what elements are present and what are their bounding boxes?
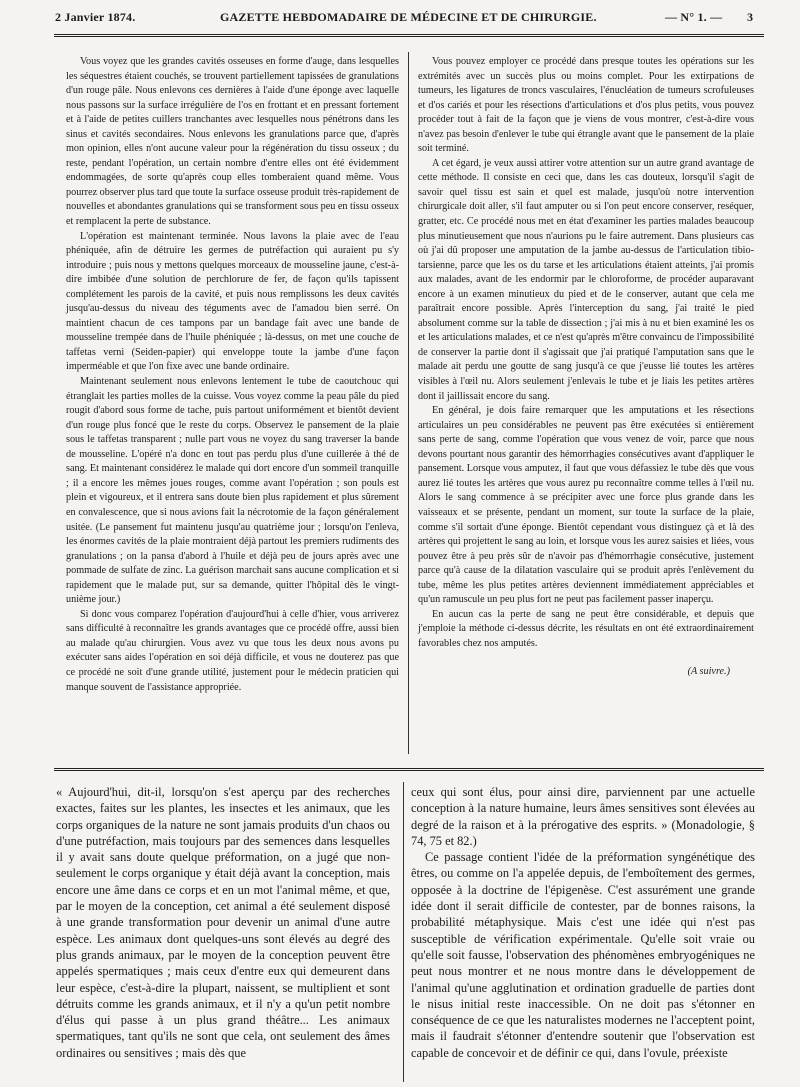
paragraph: Vous voyez que les grandes cavités osseuses en forme d'auge, dans lesquelles les séquestres étaient couchés, se trouvent partiellement tapissées de granulations d'un rouge pâle. Nous enlevons ces dernières à l'aide d'une éponge avec laquelle nous passons sur la surface irrégulière de l'os en frottant et en pressant fortement et à l'aide de petites cuillers tranchantes avec lesquelles nous pénétrons dans les sinus et cavités secondaires. Nous enlevons les granulations parce que, d'après mon opinion, elles n'ont aucune valeur pour la régénération du tissu osseux ; du reste, pendant l'opération, un certain nombre d'entre elles ont été évidemment endommagées, de sorte qu'après coup elles tomberaient quand même. Vous pourrez observer plus tard que toute la surface osseuse produit très-rapidement de nouvelles et abondantes granulations qui se transforment sous peu en tissu osseux et remplacent la perte de substance.: [66, 56, 400, 228]
running-header: [55, 6, 755, 28]
header-rule: [54, 34, 764, 37]
paragraph: A cet égard, je veux aussi attirer votre attention sur un autre grand avantage de cette méthode. Il consiste en ceci que, dans les cas douteux, lorsqu'il s'agit de savoir quel tissu est sain et quel est malade, jusqu'où notre intervention chirurgicale doit aller, s'il faut amputer ou si l'on peut encore conserver, reséquer, gratter, etc. Ce procédé nous met en état d'examiner les parties malades beaucoup plus minutieusement que nous n'aurions pu le faire autrement. Dans plusieurs cas où j'ai dû proposer une amputation de la jambe au-dessus de l'articulation tibio-tarsienne, parce que les os du tarse et les articulations étaient atteints, j'ai promis aux malades, avant de les endormir par le chloroforme, de procéder auparavant encore à un examen minutieux du pied et de le conserver, autant que cela me paraîtrait encore possible. Après l'interception du sang, j'ai traité le pied absolument comme sur la table de dissection ; j'ai mis à nu et bien examiné les os et les articulations malades, et ce n'est qu'après m'être convaincu de l'impossibilité de conserver la partie dont il s'agissait que j'ai pratiqué l'amputation sans que le malade ait perdu une goutte de sang jusqu'à ce que j'eusse lié toutes les artères visibles à l'œil nu. Alors seulement j'enlevais le tube et je liais les petites artères dont il jaillissait encore du sang.: [418, 157, 754, 402]
paragraph: En aucun cas la perte de sang ne peut être considérable, et depuis que j'emploie la méthode ci-dessus décrite, les résultats en ont été extraordinairement favorables chez nos amputés.: [418, 608, 754, 649]
paragraph: Si donc vous comparez l'opération d'aujourd'hui à celle d'hier, vous arriverez sans difficulté à reconnaître les grands avantages que ce procédé offre, aussi bien au malade qu'au chirurgien. Vous avez vu que tous les deux nous avons pu exécuter sans aides l'opération en soi déjà difficile, et vous ne douterez pas que ce procédé ne soit d'une grande utilité, justement pour le médecin praticien qui manque souvent de l'assistance appropriée.: [66, 608, 399, 693]
to-be-continued: (A suivre.): [687, 666, 730, 678]
paragraph: Vous pouvez employer ce procédé dans presque toutes les opérations sur les extrémités avec un succès plus ou moins complet. Pour les extirpations de tumeurs, les ligatures de troncs vasculaires, l'énucléation de tumeurs scrofuleuses et d'os cariés et pour les résections d'articulations et d'os plus petits, vous pouvez procéder tout à fait de la façon que je viens de vous montrer, c'est-à-dire vous n'avez pas besoin d'enlever le tube qui étrangle avant que le pansement de la plaie soit terminé.: [418, 56, 754, 155]
upper-right-column: [418, 55, 754, 680]
issue-number: — N° 1. —: [665, 10, 723, 24]
issue-date: 2 Janvier 1874.: [55, 10, 136, 24]
journal-title: GAZETTE HEBDOMADAIRE DE MÉDECINE ET DE CHIRURGIE.: [220, 10, 597, 24]
column-divider-upper: [408, 52, 409, 754]
paragraph: L'opération est maintenant terminée. Nous lavons la plaie avec de l'eau phéniquée, afin de détruire les germes de putréfaction qui auraient pu s'y introduire ; puis nous y mettons quelques morceaux de mousseline jaune, c'est-à-dire imbibée d'une solution de perchlorure de fer, de façon qu'ils tapissent complétement les parois de la cavité, et puis nous remplissons les deux cavités jusqu'au-dessus du niveau des téguments avec de l'amadou bien serré. On maintient chacun de ces tampons par un bandage fait avec une bande de mousseline trempée dans de l'huile phéniquée ; là-dessus, on met une couche de taffetas verni (Seiden-papier) qui enveloppe toute la jambe d'une façon imperméable et que l'on fixe avec une bande ordinaire.: [66, 230, 399, 373]
section-separator: [54, 768, 764, 771]
lower-right-column: [411, 784, 755, 1061]
paragraph: Ce passage contient l'idée de la préformation syngénétique des êtres, ou comme on l'a appelée depuis, de l'emboîtement des germes, opposée à la doctrine de l'épigenèse. C'est assurément une grande idée dont il serait difficile de contester, par de bonnes raisons, la probabilité métaphysique. Mais c'est une idée qui n'est pas susceptible de vérification expérimentale. Qu'elle soit vraie ou qu'elle soit fausse, l'observation des phénomènes embryogéniques ne peut nous montrer et ne nous montre dans le développement de l'animal qu'une agglutination et ordination graduelle de parties dont le nisus initial reste inaccessible. On ne doit pas s'étonner en conséquence de ce que les naturalistes modernes ne l'acceptent point, mais il faudrait s'étonner d'entendre soutenir que l'observation est capable de concevoir et de définir ce qui, dans l'ovule, préexiste: [411, 850, 755, 1060]
paragraph: « Aujourd'hui, dit-il, lorsqu'on s'est aperçu par des recherches exactes, faites sur les plantes, les insectes et les animaux, que les corps organiques de la nature ne sont jamais produits d'un chaos ou d'une putréfaction, mais toujours par des semences dans lesquelles il y avait sans doute quelque préformation, on a jugé que non-seulement le corps organique y était déjà avant la conception, mais encore une âme dans ce corps et en un mot l'animal même, et que, par le moyen de la conception, cet animal a été seulement disposé à une grande transformation pour devenir un animal d'une autre espèce. Les animaux dont quelques-uns sont élevés au degré des plus grands animaux, par le moyen de la conception peuvent être appelés spermatiques ; mais ceux d'entre eux qui demeurent dans leur espèce, c'est-à-dire la plupart, naissent, se multiplient et sont détruits comme les grands animaux, et il n'y a qu'un petit nombre d'élus qui passe à un plus grand théâtre... Les animaux spermatiques, tant qu'ils ne sont que cela, ont seulement des âmes ordinaires ou sensitives ; mais dès que: [56, 785, 390, 1060]
column-divider-lower: [403, 782, 404, 1082]
paragraph: En général, je dois faire remarquer que les amputations et les résections articulaires un peu considérables ne peuvent pas être exécutées si entièrement sans perte de sang, comme l'opération que vous venez de voir, parce que nous devons pourtant nous garantir des hémorrhagies consécutives avant d'appliquer le pansement. Lorsque vous amputez, il faut que vous défassiez le tube dès que vous aurez lié toutes les artères que vous aurez pu reconnaître comme telles à l'œil nu. Alors le sang commence à se précipiter avec une force plus grande dans les vaisseaux et se présente, pendant un moment, sur toute la surface de la plaie, comme s'il sortait d'une éponge. Bientôt cependant vous distinguez çà et là des artères qui projettent le sang au loin, et lorsque vous les aurez saisies et liées, vous pouvez être à peu près sûr de n'avoir pas d'hémorrhagie consécutive, justement parce qu'à cause de la dilatation vasculaire qui se produit après l'enlèvement du tube, même les plus petites artères deviennent immédiatement appréciables et qu'un ramuscule un peu plus fort ne peut pas facilement passer inaperçu.: [418, 405, 754, 606]
paragraph: ceux qui sont élus, pour ainsi dire, parviennent par une actuelle conception à la nature humaine, leurs âmes sensitives sont élevées au degré de la raison et à la prérogative des esprits. » (Monadologie, § 74, 75 et 82.): [411, 785, 755, 848]
lower-left-column: [56, 784, 390, 1061]
paragraph: Maintenant seulement nous enlevons lentement le tube de caoutchouc qui étranglait les parties molles de la cuisse. Vous voyez comme la peau pâle du pied rougit d'abord sous forme de tache, puis partout uniformément et bientôt devient d'un rouge plus foncé que le reste du corps. Observez le pansement de la plaie sous le taffetas transparent ; nulle part vous ne voyez du sang traverser la bande de mousseline. L'opéré n'a donc en tout pas perdu plus d'une cuillerée à thé de sang. Et maintenant considérez le malade qui dort encore d'un sommeil tranquille ; il a encore les mêmes joues rouges, comme avant l'opération ; son pouls est plein et vigoureux, et il entrera sans doute bien plus rapidement et plus sûrement en convalescence, que si nous avions fait la nécrotomie de la façon généralement usitée. (Le pansement fut maintenu jusqu'au quatrième jour ; lorsqu'on l'enleva, les énormes cavités de la plaie montraient déjà partout les premiers rudiments des granulations ; on la pansa d'abord à l'huile et déjà peu de jours après avec une pommade de sulfate de zinc. La guérison marchait sans aucune complication et si rapidement que le malade put, sur sa demande, quitter l'hôpital dès le vingt-unième jour.): [66, 376, 399, 606]
upper-left-column: [66, 55, 399, 695]
page-number: 3: [747, 10, 754, 24]
